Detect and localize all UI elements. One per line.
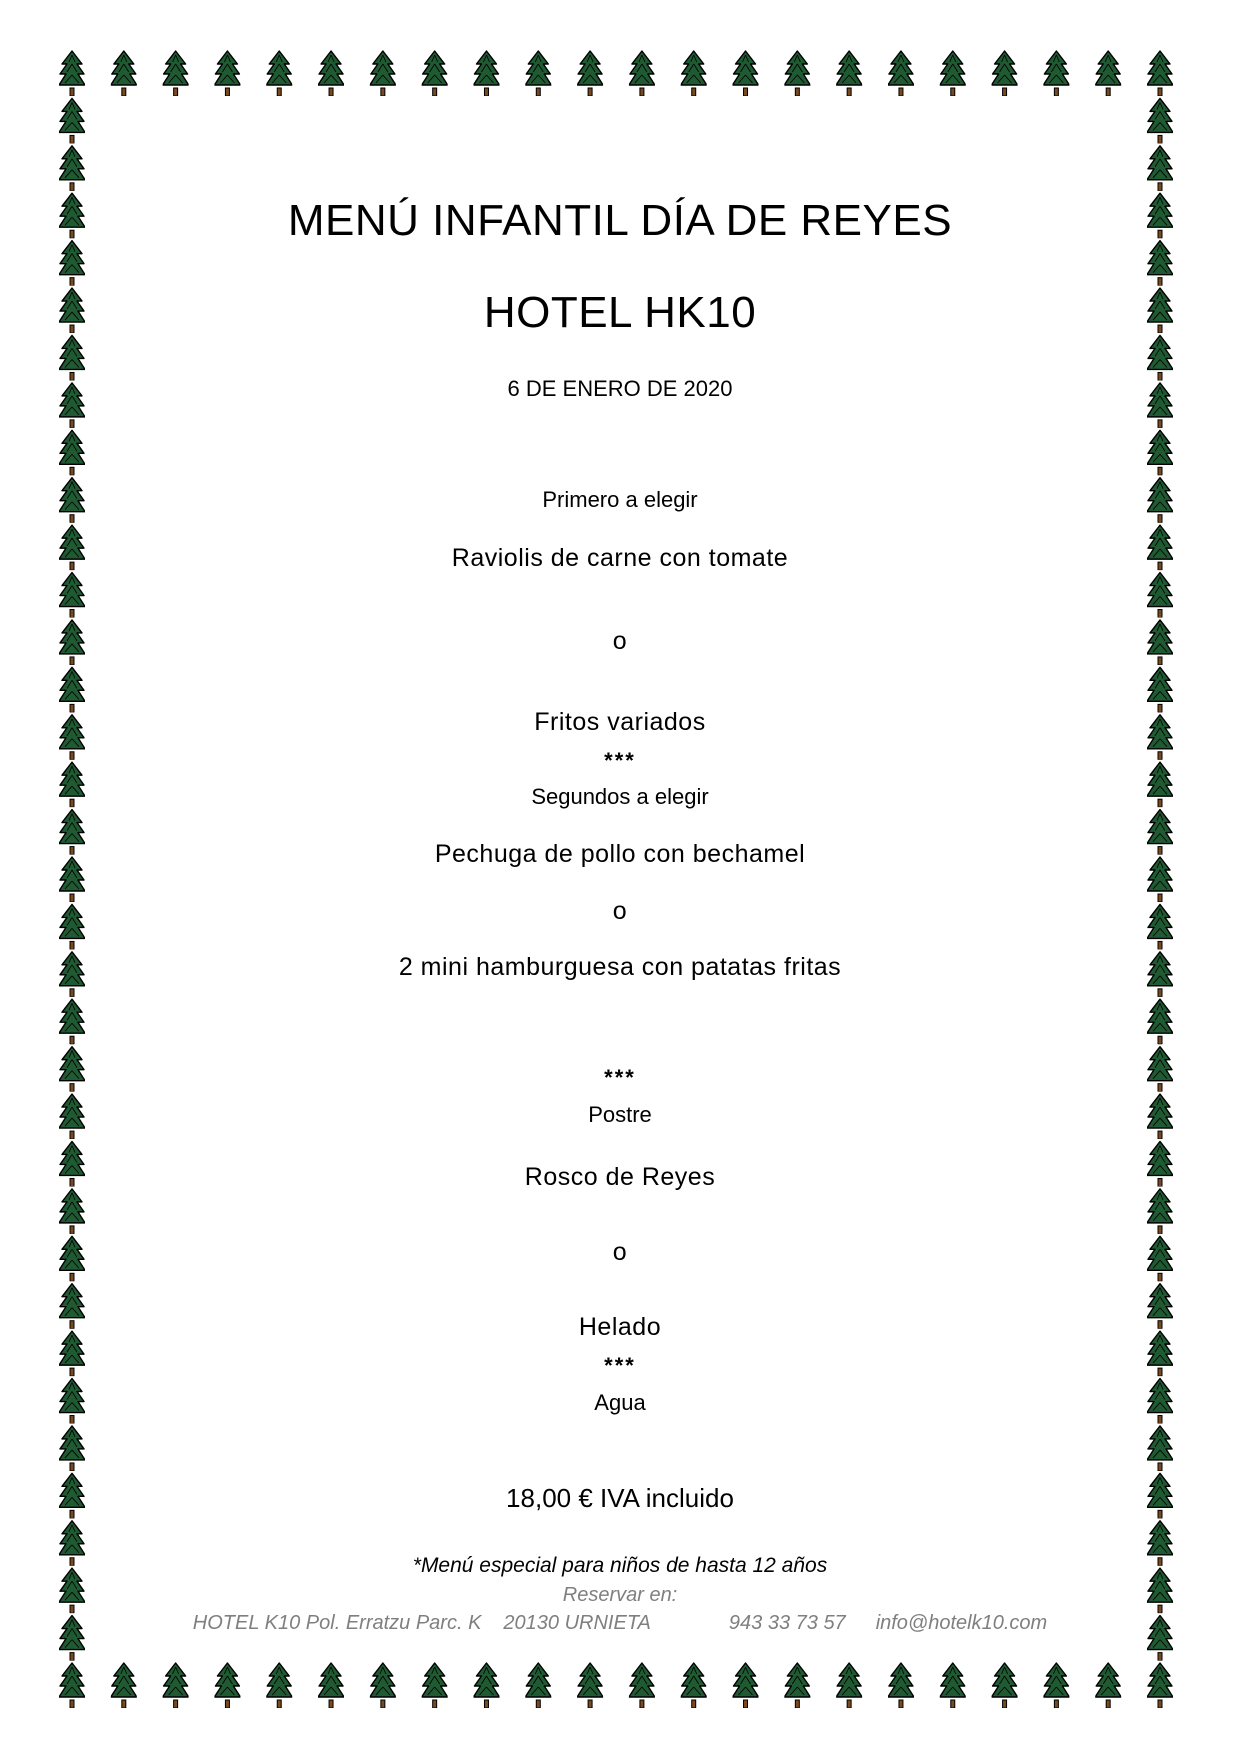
separator-3: ***	[604, 1353, 636, 1378]
tree-icon	[1147, 51, 1173, 96]
tree-icon	[1147, 810, 1173, 855]
tree-icon	[1147, 1616, 1173, 1661]
tree-icon	[1147, 525, 1173, 570]
tree-icon	[1147, 335, 1173, 380]
tree-icon	[59, 999, 85, 1044]
phone-number: 943 33 73 57	[728, 1612, 846, 1634]
dessert-option-2: Helado	[578, 1313, 662, 1341]
first-course-or: o	[612, 627, 628, 655]
tree-icon	[59, 1568, 85, 1613]
tree-icon	[1147, 98, 1173, 143]
tree-icon	[1147, 1473, 1173, 1518]
tree-icon	[59, 193, 85, 238]
separator-1: ***	[604, 748, 636, 773]
tree-icon	[1147, 193, 1173, 238]
second-course-option-1: Pechuga de pollo con bechamel	[434, 840, 806, 868]
tree-icon	[1147, 573, 1173, 618]
tree-icon	[1147, 762, 1173, 807]
tree-icon	[59, 51, 85, 96]
tree-icon	[59, 620, 85, 665]
tree-icon	[59, 667, 85, 712]
tree-icon	[1147, 1189, 1173, 1234]
tree-icon	[59, 1236, 85, 1281]
second-course-or: o	[612, 897, 628, 925]
tree-icon	[59, 1141, 85, 1186]
tree-icon	[1147, 1047, 1173, 1092]
tree-icon	[1147, 478, 1173, 523]
tree-icon	[1147, 1568, 1173, 1613]
tree-icon	[59, 1379, 85, 1424]
menu-title: MENÚ INFANTIL DÍA DE REYES	[287, 196, 953, 245]
drink-label: Agua	[594, 1390, 646, 1415]
tree-icon	[59, 857, 85, 902]
tree-icon	[1147, 1094, 1173, 1139]
tree-icon	[1147, 620, 1173, 665]
tree-icon	[1147, 1521, 1173, 1566]
reserve-label: Reservar en:	[562, 1584, 678, 1606]
tree-icon	[1147, 1379, 1173, 1424]
tree-icon	[59, 1331, 85, 1376]
tree-icon	[59, 1047, 85, 1092]
tree-icon	[1147, 1284, 1173, 1329]
tree-icon	[59, 383, 85, 428]
tree-icon	[59, 1663, 85, 1708]
price-label: 18,00 € IVA incluido	[506, 1483, 734, 1513]
tree-icon	[1147, 1663, 1173, 1708]
tree-icon	[59, 1521, 85, 1566]
tree-icon	[59, 241, 85, 286]
tree-icon	[1147, 1141, 1173, 1186]
menu-content	[120, 0, 1120, 1755]
first-course-heading: Primero a elegir	[542, 487, 698, 512]
second-course-heading: Segundos a elegir	[531, 784, 709, 809]
tree-icon	[1147, 1331, 1173, 1376]
tree-icon	[59, 904, 85, 949]
tree-icon	[59, 573, 85, 618]
age-note: *Menú especial para niños de hasta 12 años	[412, 1554, 828, 1577]
postal-code: 20130 URNIETA	[503, 1612, 651, 1634]
menu-date: 6 DE ENERO DE 2020	[507, 376, 733, 401]
tree-icon	[59, 762, 85, 807]
hotel-name: HOTEL HK10	[483, 288, 757, 337]
tree-icon	[59, 146, 85, 191]
hotel-address: HOTEL K10 Pol. Erratzu Parc. K	[192, 1612, 482, 1634]
tree-icon	[1147, 383, 1173, 428]
tree-icon	[1147, 430, 1173, 475]
tree-icon	[59, 478, 85, 523]
tree-icon	[59, 430, 85, 475]
tree-icon	[1147, 667, 1173, 712]
tree-icon	[1147, 288, 1173, 333]
dessert-option-1: Rosco de Reyes	[524, 1163, 716, 1191]
tree-icon	[1147, 952, 1173, 997]
first-course-option-1: Raviolis de carne con tomate	[451, 544, 789, 572]
dessert-or: o	[612, 1238, 628, 1266]
tree-icon	[59, 1094, 85, 1139]
separator-2: ***	[604, 1065, 636, 1090]
tree-icon	[59, 525, 85, 570]
email-address: info@hotelk10.com	[875, 1612, 1048, 1634]
tree-icon	[1147, 857, 1173, 902]
second-course-option-2: 2 mini hamburguesa con patatas fritas	[398, 953, 842, 981]
tree-icon	[1147, 715, 1173, 760]
tree-icon	[1147, 999, 1173, 1044]
tree-icon	[1147, 1236, 1173, 1281]
tree-icon	[59, 810, 85, 855]
tree-icon	[1147, 241, 1173, 286]
tree-icon	[59, 1616, 85, 1661]
tree-icon	[59, 335, 85, 380]
tree-icon	[59, 288, 85, 333]
tree-icon	[59, 98, 85, 143]
first-course-option-2: Fritos variados	[534, 708, 706, 736]
tree-icon	[59, 1189, 85, 1234]
tree-icon	[59, 1473, 85, 1518]
contact-line	[120, 1612, 1120, 1635]
tree-icon	[1147, 146, 1173, 191]
tree-icon	[59, 952, 85, 997]
tree-icon	[1147, 904, 1173, 949]
dessert-heading: Postre	[588, 1102, 652, 1127]
tree-icon	[59, 1426, 85, 1471]
tree-icon	[59, 715, 85, 760]
tree-icon	[1147, 1426, 1173, 1471]
tree-icon	[59, 1284, 85, 1329]
